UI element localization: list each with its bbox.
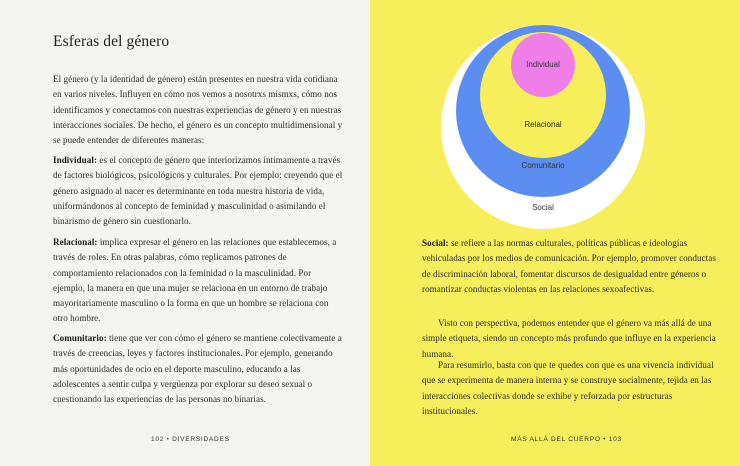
individual-paragraph	[53, 153, 343, 229]
social-term: Social:	[422, 238, 449, 248]
relacional-text: implica expresar el género en las relaciones que establecemos, a través de roles. En otras palabras, cómo replicamos patrones de comportamiento relacionados con la feminidad o la masculinidad. Por ejemplo, la manera en que una mujer se relaciona en un entorno de trabajo mayoritariamente masculino o la forma en que un hombre se relaciona con otro hombre.	[53, 237, 337, 324]
relacional-label: Relacional	[524, 120, 562, 129]
left-page-footer: 102 • DIVERSIDADES	[151, 436, 230, 443]
intro-paragraph: El género (y la identidad de género) están presentes en nuestra vida cotidiana en varios niveles. Influyen en cómo nos vemos a nosotrxs mismxs, cómo nos identificamos y conectamos con nuestras experiencias de género y en nuestras interacciones sociales. De hecho, el género es un concepto multidimensional y se puede entender de diferentes maneras:	[53, 74, 343, 146]
social-text: se refiere a las normas culturales, políticas públicas e ideologías vehiculadas por los medios de comunicación. Por ejemplo, promover conductas de discriminación laboral, fomentar discursos de desigualdad entre géneros o romantizar conductas violentas en las relaciones sexoafectivas.	[422, 238, 716, 294]
perspective-paragraph: Visto con perspectiva, podemos entender que el género va más allá de una simple etiqueta, siendo un concepto más profundo que influye en la experiencia humana.	[422, 318, 716, 359]
individual-text: es el concepto de género que interiorizamos íntimamente a través de factores biológicos, psicológicos y culturales. Por ejemplo: creyendo que el género asignado al nacer es determinante en toda nuestra historia de vida, uniformándonos al concepto de feminidad y masculinidad o asimilando el binarismo de género sin cuestionarlo.	[53, 155, 343, 227]
gender-spheres-diagram	[370, 0, 740, 240]
relacional-term: Relacional:	[53, 237, 98, 247]
social-paragraph	[422, 236, 718, 297]
relacional-paragraph	[53, 235, 343, 327]
comunitario-term: Comunitario:	[53, 333, 107, 343]
page-title: Esferas del género	[53, 33, 170, 50]
comunitario-label: Comunitario	[521, 161, 565, 170]
social-label: Social	[532, 203, 554, 212]
comunitario-text: tiene que ver con cómo el género se mantiene colectivamente a través de creencias, leyes y factores institucionales. Por ejemplo, generando más oportunidades de ocio en el deporte masculino, educando a las adolescentes a sentir culpa y vergüenza por explorar su deseo sexual o cuestionando las experiencias de las personas no binarias.	[53, 333, 342, 405]
summary-paragraph: Para resumirlo, basta con que te quedes con que es una vivencia individual que se experimenta de manera interna y se construye socialmente, tejida en las interacciones colectivas donde se exhibe y reforzada por estructuras institucionales.	[422, 360, 714, 416]
right-page-footer: MÁS ALLÁ DEL CUERPO • 103	[511, 436, 622, 443]
individual-label: Individual	[526, 60, 560, 69]
comunitario-paragraph	[53, 331, 343, 407]
individual-term: Individual:	[53, 155, 98, 165]
